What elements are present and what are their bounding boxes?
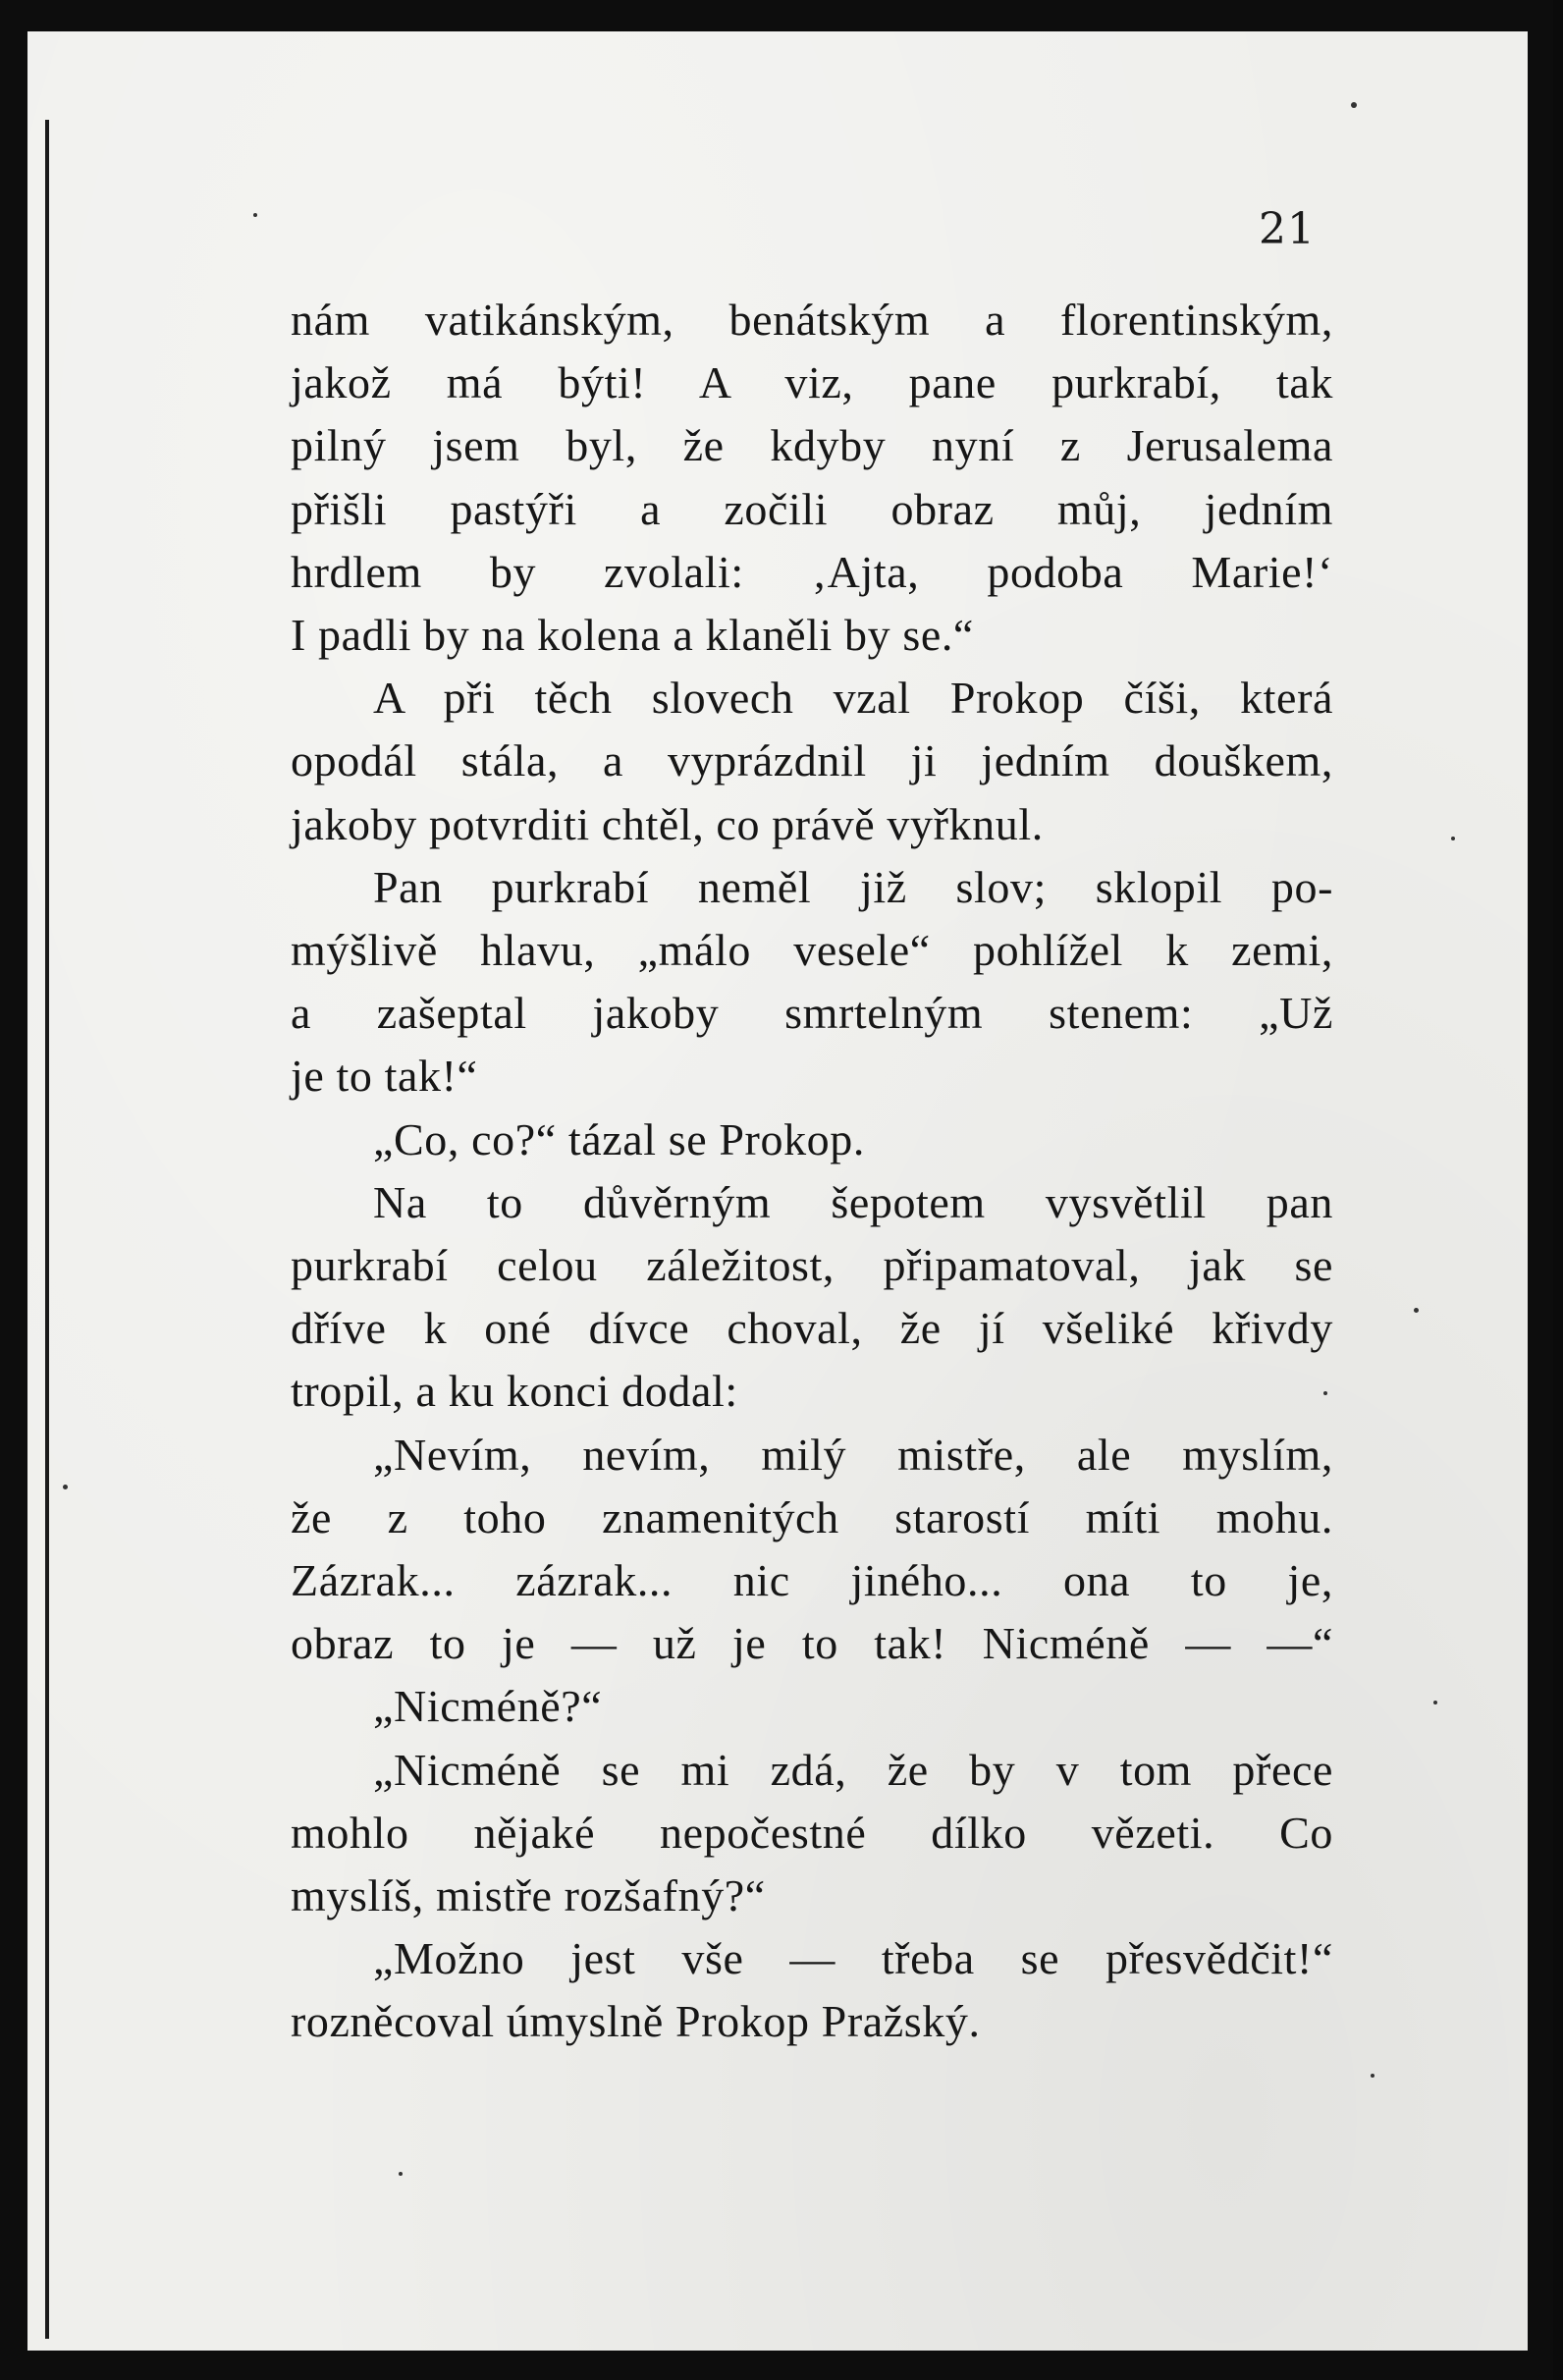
text-line: mohlo nějaké nepočestné dílko vězeti. Co (291, 1807, 1333, 1858)
text-line: že z toho znamenitých starostí míti mohu. (291, 1491, 1333, 1542)
scan-speck (63, 1485, 68, 1489)
text-line: pilný jsem byl, že kdyby nyní z Jerusalema (291, 420, 1333, 471)
text-line: I padli by na kolena a klaněli by se.“ (291, 610, 974, 661)
text-line: Zázrak... zázrak... nic jiného... ona to je, (291, 1555, 1333, 1606)
text-line: mýšlivě hlavu, „málo vesele“ pohlížel k zemi, (291, 925, 1333, 976)
scan-speck (1323, 1391, 1327, 1395)
text-line: rozněcoval úmyslně Prokop Pražský. (291, 1996, 981, 2047)
text-line: „Nevím, nevím, milý mistře, ale myslím, (373, 1429, 1333, 1480)
text-line: nám vatikánským, benátským a florentinským, (291, 295, 1333, 345)
text-line: „Nicméně se mi zdá, že by v tom přece (373, 1744, 1333, 1795)
text-line: A při těch slovech vzal Prokop číši, která (373, 673, 1333, 724)
scan-speck (1433, 1701, 1437, 1704)
text-line: opodál stála, a vyprázdnil ji jedním douškem, (291, 735, 1333, 786)
text-line: tropil, a ku konci dodal: (291, 1366, 738, 1417)
scan-speck (253, 213, 257, 217)
text-line: „Co, co?“ tázal se Prokop. (373, 1113, 865, 1164)
scan-speck (1351, 102, 1357, 108)
scan-speck (1414, 1308, 1419, 1313)
text-line: a zašeptal jakoby smrtelným stenem: „Už (291, 988, 1333, 1039)
text-line: dříve k oné dívce choval, že jí všeliké křivdy (291, 1303, 1333, 1354)
scan-right-border (1553, 0, 1563, 2380)
text-line: Pan purkrabí neměl již slov; sklopil po- (373, 861, 1333, 912)
text-line: Na to důvěrným šepotem vysvětlil pan (373, 1176, 1333, 1227)
scan-speck (1371, 2074, 1374, 2078)
text-line: je to tak!“ (291, 1051, 478, 1102)
text-line: purkrabí celou záležitost, připamatoval, jak se (291, 1240, 1333, 1291)
book-page (27, 31, 1528, 2351)
page-binding-edge (45, 120, 49, 2339)
text-line: přišli pastýři a zočili obraz můj, jedním (291, 483, 1333, 534)
text-line: hrdlem by zvolali: ‚Ajta, podoba Marie!‘ (291, 546, 1333, 597)
text-line: „Nicméně?“ (373, 1681, 603, 1732)
body-text (291, 289, 1333, 2054)
text-line: „Možno jest vše — třeba se přesvědčit!“ (373, 1933, 1333, 1984)
text-line: jakoby potvrditi chtěl, co právě vyřknul. (291, 798, 1044, 849)
text-line: obraz to je — už je to tak! Nicméně — —“ (291, 1618, 1333, 1669)
scan-speck (399, 2172, 403, 2176)
scan-speck (1451, 837, 1455, 840)
text-line: myslíš, mistře rozšafný?“ (291, 1870, 766, 1921)
page-number: 21 (1259, 204, 1316, 254)
text-line: jakož má býti! A viz, pane purkrabí, tak (291, 357, 1333, 408)
